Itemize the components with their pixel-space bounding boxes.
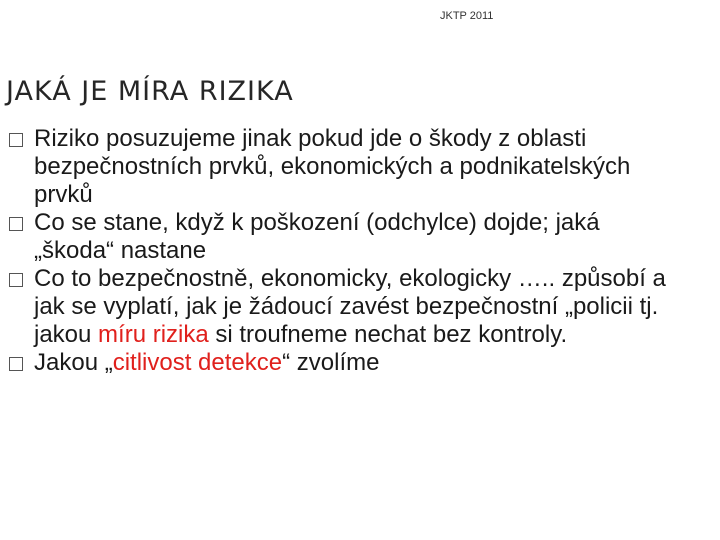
empty-square-icon <box>9 133 23 147</box>
bullet-text: Jakou „ <box>34 349 113 376</box>
bullet-text: si troufneme nechat bez kontroly. <box>208 321 568 348</box>
bullet-item <box>0 265 680 349</box>
bullet-text: Co se stane, když k poškození (odchylce) dojde; jaká „škoda“ nastane <box>34 209 600 264</box>
bullet-list <box>0 125 680 377</box>
empty-square-icon <box>9 217 23 231</box>
bullet-text: “ zvolíme <box>282 349 380 376</box>
bullet-item <box>0 209 680 265</box>
bullet-text: Co to bezpečnostně, ekonomicky, ekologicky ….. způsobí a jak se vyplatí, jak je žádoucí zavést bezpečnostní „policii tj. jakou <box>34 265 666 348</box>
highlighted-text: míru rizika <box>98 321 209 348</box>
empty-square-icon <box>9 273 23 287</box>
bullet-item <box>0 349 680 377</box>
slide-title: JAKÁ JE MÍRA RIZIKA <box>6 76 294 108</box>
header-note: JKTP 2011 <box>440 10 494 22</box>
bullet-item <box>0 125 680 209</box>
highlighted-text: citlivost detekce <box>112 349 283 376</box>
bullet-text: Riziko posuzujeme jinak pokud jde o škody z oblasti bezpečnostních prvků, ekonomických a podnikatelských prvků <box>34 125 631 208</box>
empty-square-icon <box>9 357 23 371</box>
